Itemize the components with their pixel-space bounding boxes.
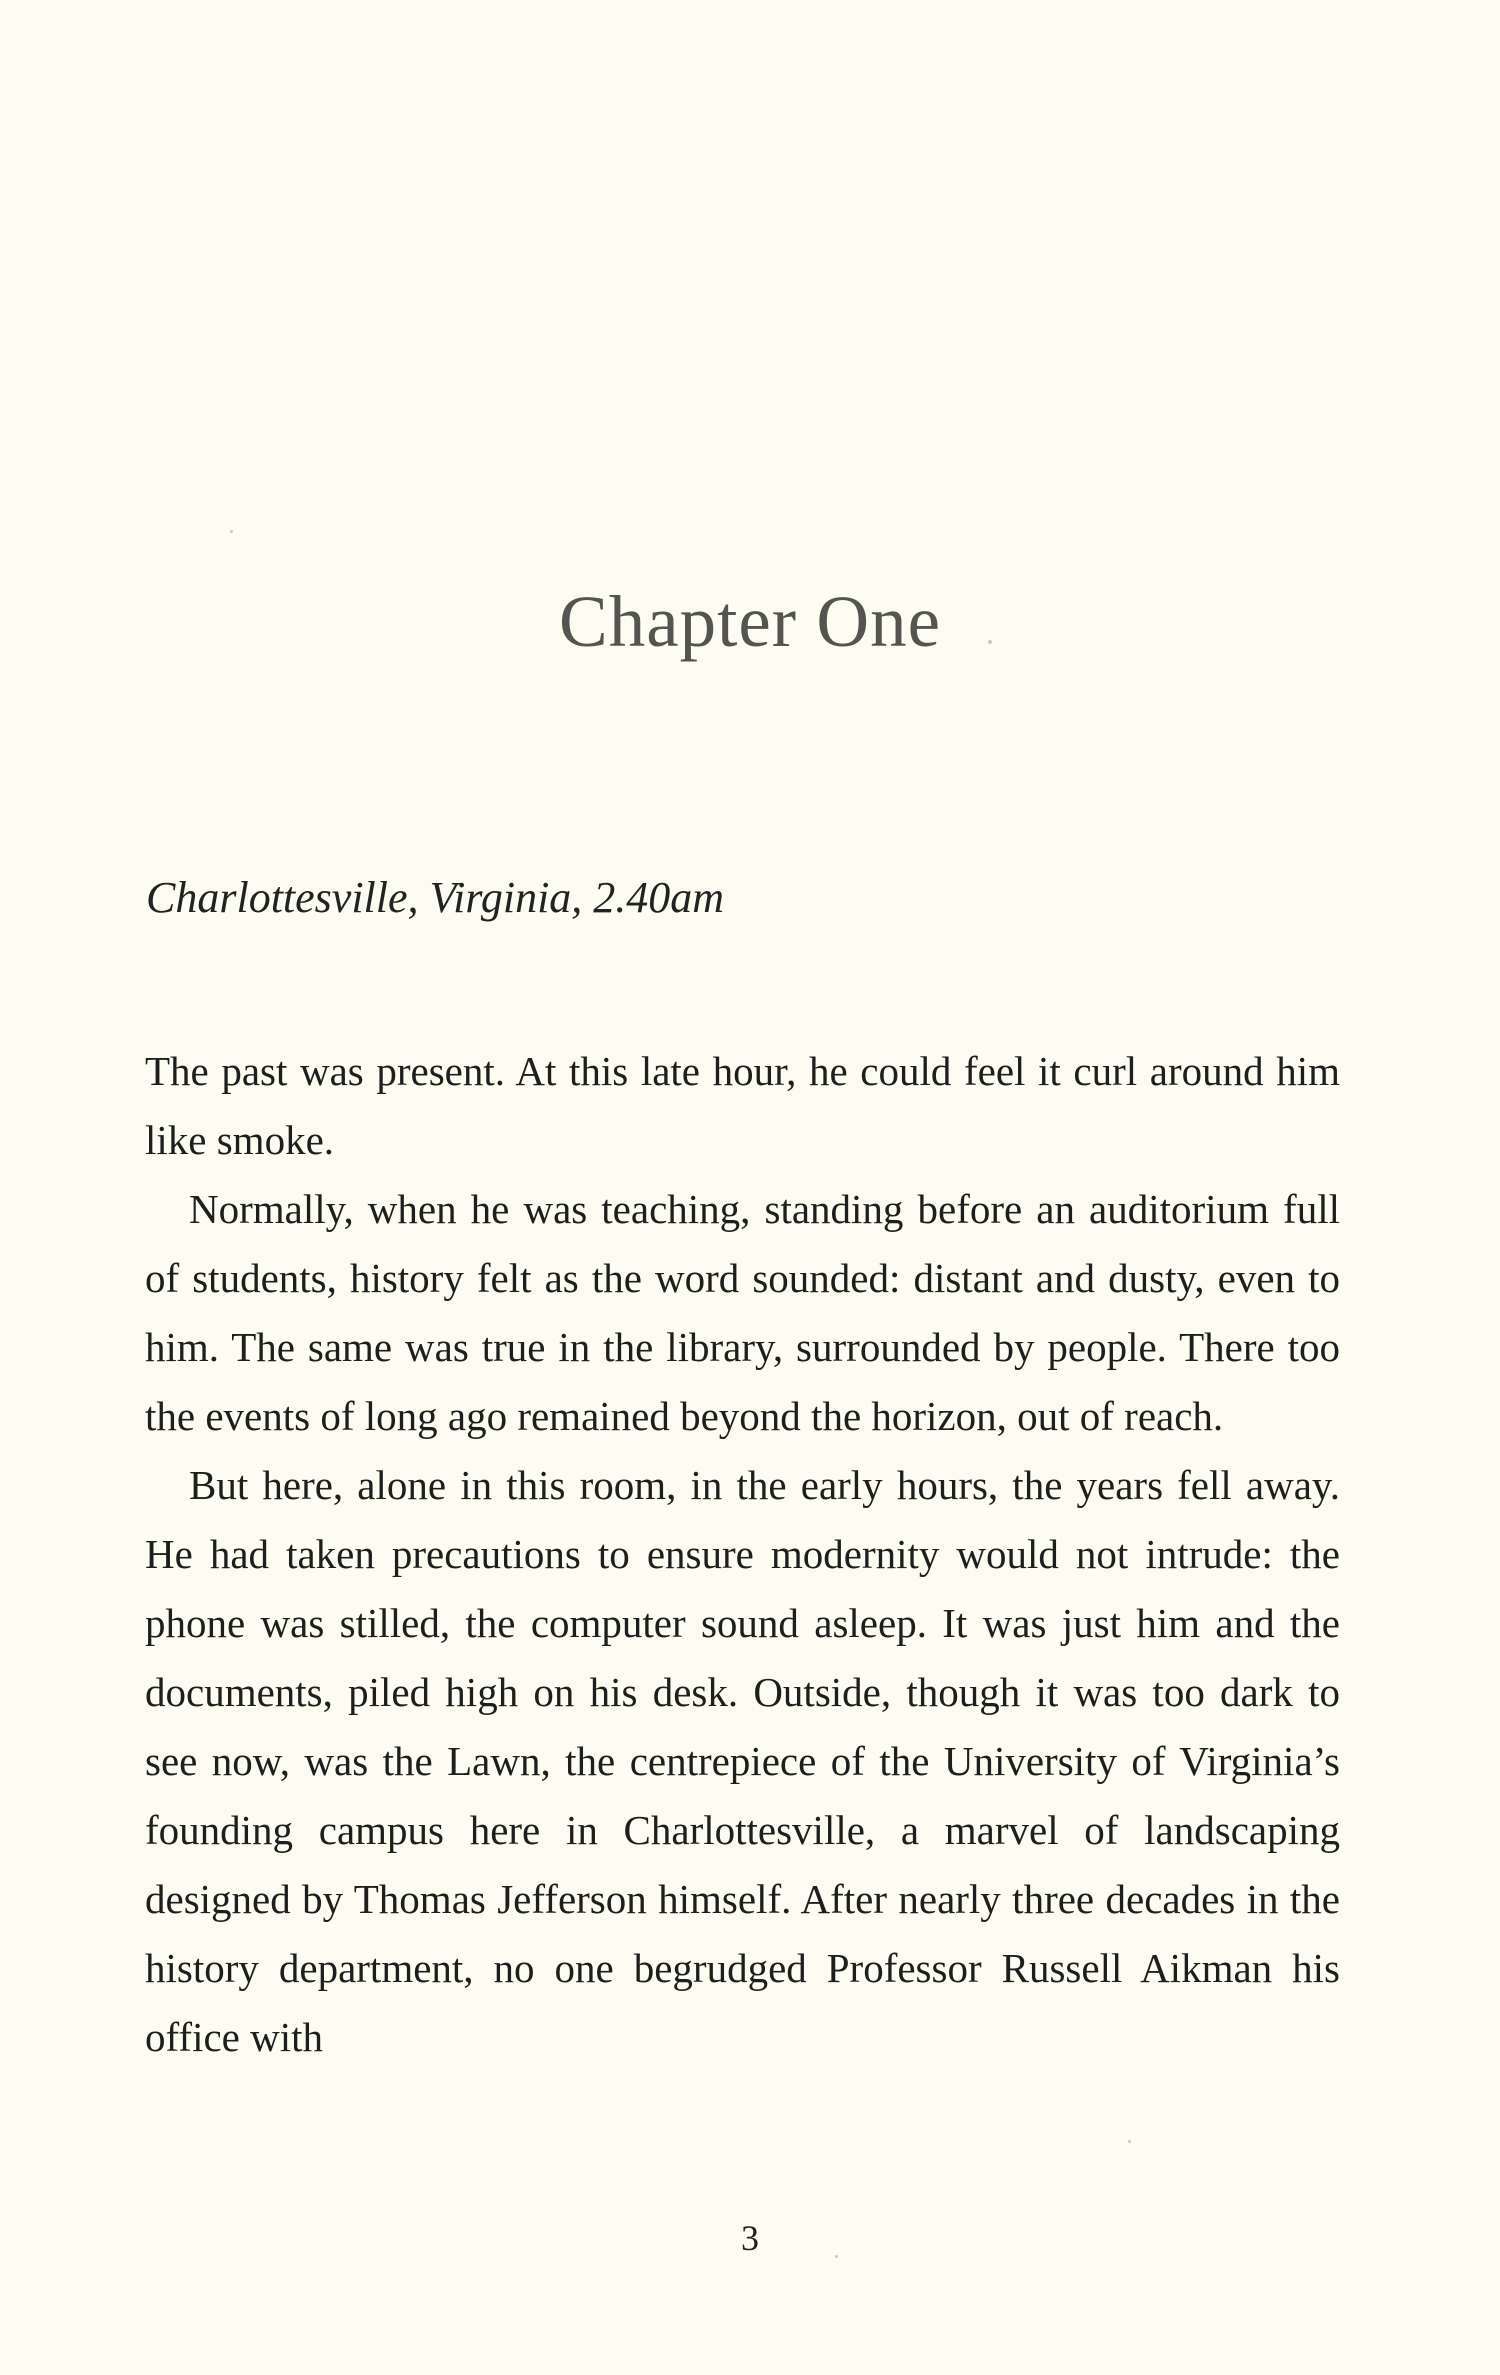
paragraph-1: The past was present. At this late hour, he could feel it curl around him like smoke. [145, 1048, 1340, 1163]
paper-speck [988, 640, 992, 644]
body-text [145, 1037, 1340, 2072]
paragraph-3: But here, alone in this room, in the early hours, the years fell away. He had taken precautions to ensure modernity would not intrude: the phone was stilled, the computer sound asleep. It was just him and the documents, piled high on his desk. Outside, though it was too dark to see now, was the Lawn, the centrepiece of the University of Virginia’s founding campus here in Charlottesville, a marvel of landscaping designed by Thomas Jefferson himself. After nearly three decades in the history department, no one begrudged Professor Russell Aikman his office with [145, 1462, 1340, 2060]
paper-speck [835, 2255, 838, 2258]
paper-speck [230, 530, 233, 533]
location-dateline: Charlottesville, Virginia, 2.40am [146, 873, 725, 922]
paragraph-2: Normally, when he was teaching, standing before an auditorium full of students, history felt as the word sounded: distant and dusty, even to him. The same was true in the library, surrounded by people. There too the events of long ago remained beyond the horizon, out of reach. [145, 1186, 1340, 1439]
paper-speck [1128, 2140, 1131, 2143]
page-number: 3 [741, 2218, 759, 2258]
chapter-title: Chapter One [559, 581, 941, 662]
